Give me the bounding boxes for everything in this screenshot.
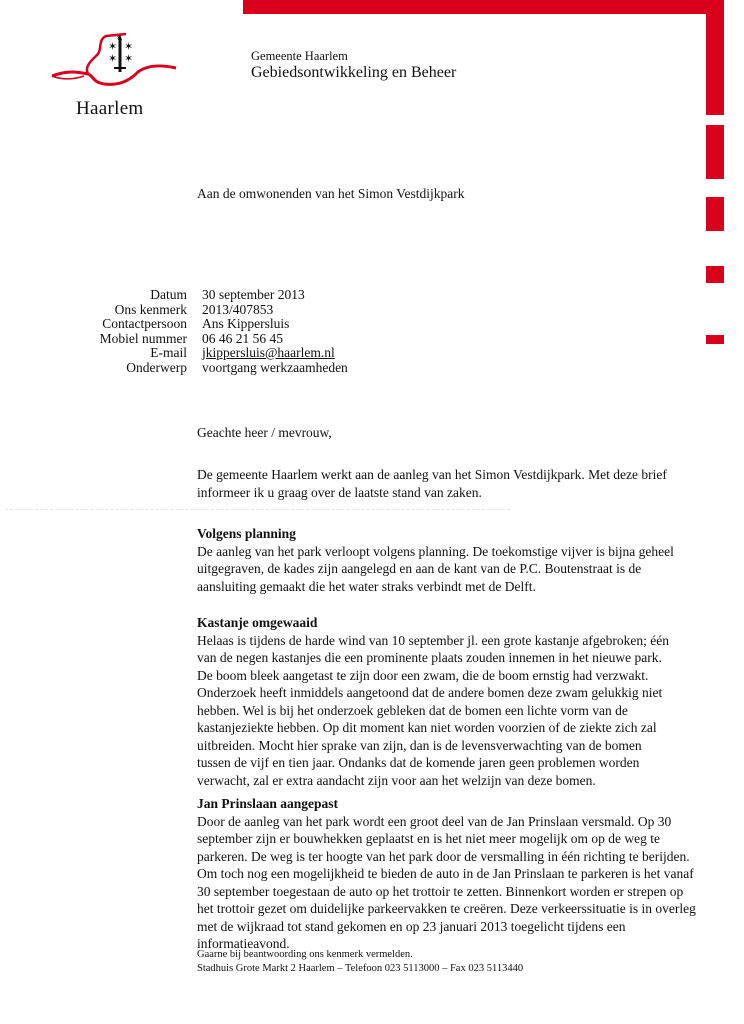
red-side-bar-segment (706, 335, 724, 344)
footer-address: Stadhuis Grote Markt 2 Haarlem – Telefoon 023 5113000 – Fax 023 5113440 (197, 963, 524, 974)
email-link[interactable]: jkippersluis@haarlem.nl (202, 345, 335, 360)
scan-fold-line (5, 509, 510, 510)
meta-label: Onderwerp (126, 359, 187, 375)
section-heading: Volgens planning (197, 526, 296, 541)
logo-city-name: Haarlem (76, 98, 144, 119)
section-jan-prinslaan (197, 795, 697, 953)
meta-labels (80, 288, 187, 375)
haarlem-coat-of-arms-icon (48, 30, 178, 90)
section-text: De aanleg van het park verloopt volgens planning. De toekomstige vijver is bijna geheel uitgegraven, de kades zijn aangelegd en aan de kant van de P.C. Boutenstraat is de aansluiting gemaakt die het water straks verbindt met de Delft. (197, 543, 674, 594)
red-side-bar-segment (706, 266, 724, 283)
svg-text:✶: ✶ (108, 40, 118, 53)
meta-values (202, 288, 348, 375)
svg-text:✶: ✶ (108, 52, 118, 65)
section-text: Door de aanleg van het park wordt een groot deel van de Jan Prinslaan versmald. Op 30 september zijn er bouwhekken geplaatst en is het niet meer mogelijk om op de weg te parkeren. De weg is ter hoogte van het park door de versmalling in één richting te berijden. Om toch nog een mogelijkheid te bieden de auto in de Jan Prinslaan te parkeren is het vanaf 30 september toegestaan de auto op het trottoir te zetten. Binnenkort worden er strepen op het trottoir gezet om duidelijke parkeervakken te creëren. Deze verkeerssituatie is in overleg met de wijkraad tot stand gekomen en op 23 januari 2013 toegelicht tijdens een informatieavond. (197, 813, 696, 951)
meta-label: E-mail (150, 345, 187, 360)
section-chestnut (197, 614, 677, 789)
svg-text:✶: ✶ (124, 52, 134, 65)
letter-footer (197, 948, 523, 976)
meta-label: Datum (150, 287, 187, 302)
meta-label: Mobiel nummer (99, 330, 187, 346)
red-side-bar-segment (706, 197, 724, 231)
svg-text:✶: ✶ (116, 34, 122, 42)
contact-person-value: Ans Kippersluis (202, 316, 290, 331)
meta-label: Ons kenmerk (114, 301, 187, 317)
section-heading: Jan Prinslaan aangepast (197, 796, 339, 811)
organization-name: Gemeente Haarlem (251, 49, 348, 63)
salutation: Geachte heer / mevrouw, (197, 425, 332, 440)
section-planning (197, 525, 677, 595)
date-value: 30 september 2013 (202, 287, 305, 302)
department-name: Gebiedsontwikkeling en Beheer (251, 64, 457, 81)
mobile-number-value: 06 46 21 56 45 (202, 330, 283, 346)
red-side-bar-segment (706, 125, 724, 179)
red-header-bar (243, 0, 724, 14)
section-text: Helaas is tijdens de harde wind van 10 september jl. een grote kastanje afgebroken; één van de negen kastanjes die een prominente plaats zouden innemen in het nieuwe park. De boom bleek aangetast te zijn door een zwam, die de boom ernstig had verzwakt. Onderzoek heeft inmiddels aangetoond dat de andere bomen deze zwam gelukkig niet hebben. Wel is bij het onderzoek gebleken dat de bomen een lichte vorm van de kastanjeziekte hebben. Op dit moment kan niet worden voorzien of de ziekte zich zal uitbreiden. Mocht hier sprake van zijn, dan is de levensverwachting van de bomen tussen de vijf en tien jaar. Ondanks dat de komende jaren geen problemen worden verwacht, zal er extra aandacht zijn voor aan het welzijn van deze bomen. (197, 632, 669, 788)
reference-value: 2013/407853 (202, 301, 274, 317)
svg-text:✶: ✶ (124, 40, 134, 53)
section-heading: Kastanje omgewaaid (197, 615, 318, 630)
meta-label: Contactpersoon (102, 316, 187, 331)
subject-value: voortgang werkzaamheden (202, 359, 348, 375)
footer-note: Gaarne bij beantwoording ons kenmerk vermelden. (197, 949, 413, 960)
intro-paragraph: De gemeente Haarlem werkt aan de aanleg van het Simon Vestdijkpark. Met deze brief informeer ik u graag over de laatste stand van zaken. (197, 467, 667, 500)
addressee: Aan de omwonenden van het Simon Vestdijkpark (197, 186, 465, 201)
red-side-bar-segment (706, 0, 724, 115)
